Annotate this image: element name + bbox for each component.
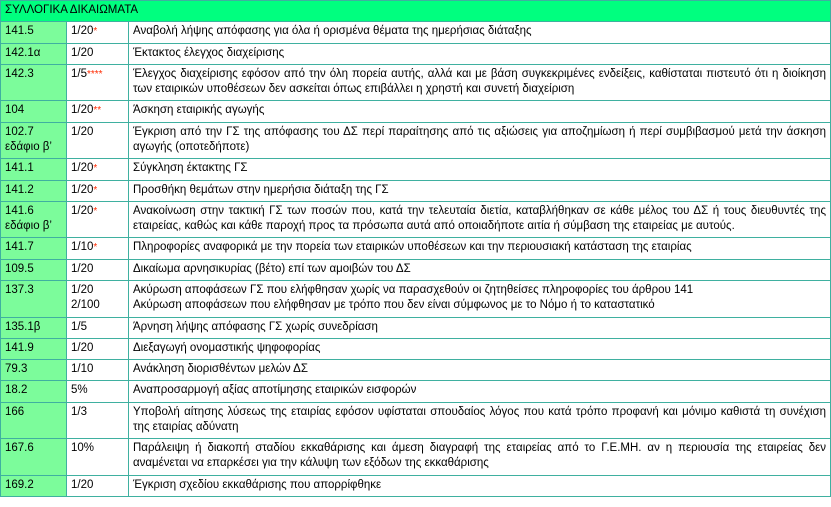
row-description: Έγκριση από την ΓΣ της απόφασης του ΔΣ περί παραίτησης από τις αξιώσεις για αποζημίωση ή περί συμβιβασμού μετά την άσκηση αγωγής (οποτεδήποτε) — [129, 122, 831, 159]
row-description: Έγκριση σχεδίου εκκαθάρισης που απορρίφθηκε — [129, 475, 831, 496]
table-row — [1, 101, 831, 122]
row-article: 142.1α — [1, 43, 67, 64]
percent-value: 10% — [71, 442, 95, 455]
table-row — [1, 280, 831, 317]
row-percent — [67, 64, 129, 101]
row-description: Αναπροσαρμογή αξίας αποτίμησης εταιρικών εισφορών — [129, 381, 831, 402]
row-percent — [67, 381, 129, 402]
percent-value-secondary: 2/100 — [71, 299, 100, 312]
percent-footnote: ** — [93, 105, 102, 117]
row-description: Δικαίωμα αρνησικυρίας (βέτο) επί των αμοιβών του ΔΣ — [129, 259, 831, 280]
percent-value: 1/10 — [71, 363, 94, 376]
percent-value: 1/20 — [71, 204, 94, 217]
percent-footnote: * — [93, 26, 98, 38]
row-percent — [67, 180, 129, 201]
table-title-row — [1, 1, 831, 22]
row-article: 169.2 — [1, 475, 67, 496]
table-row — [1, 201, 831, 238]
row-description: Ανακοίνωση στην τακτική ΓΣ των ποσών που, κατά την τελευταία διετία, καταβλήθηκαν σε κάθε μέλος του ΔΣ ή τους διευθυντές της εταιρείας, καθώς και κάθε παροχή προς τα πρόσωπα αυτά από οποιαδήποτε αιτία ή σύμβαση της εταιρείας με αυτούς. — [129, 201, 831, 238]
percent-footnote: * — [93, 205, 98, 217]
percent-value: 1/20 — [71, 183, 94, 196]
row-percent — [67, 238, 129, 259]
percent-value: 1/20 — [71, 25, 94, 38]
table-row — [1, 43, 831, 64]
row-article: 141.7 — [1, 238, 67, 259]
table-row — [1, 439, 831, 476]
percent-value: 1/20 — [71, 125, 94, 138]
percent-value: 5% — [71, 384, 88, 397]
row-percent — [67, 43, 129, 64]
table-row — [1, 402, 831, 439]
table-row — [1, 259, 831, 280]
row-percent — [67, 402, 129, 439]
row-article: 102.7 εδάφιο β’ — [1, 122, 67, 159]
row-article: 18.2 — [1, 381, 67, 402]
table-row — [1, 317, 831, 338]
row-article: 135.1β — [1, 317, 67, 338]
row-description: Παράλειψη ή διακοπή σταδίου εκκαθάρισης και άμεση διαγραφή της εταιρείας από το Γ.Ε.ΜΗ. αν η περιουσία της εταιρείας δεν αναμένεται να επαρκέσει για την κάλυψη των εξόδων της εκκαθάρισης — [129, 439, 831, 476]
row-article: 141.2 — [1, 180, 67, 201]
row-percent — [67, 259, 129, 280]
row-percent — [67, 122, 129, 159]
percent-value: 1/20 — [71, 283, 94, 296]
row-article: 166 — [1, 402, 67, 439]
row-percent — [67, 360, 129, 381]
row-description: Υποβολή αίτησης λύσεως της εταιρίας εφόσον υφίσταται σπουδαίος λόγος που κατά τρόπο προφανή και μόνιμο καθιστά τη συνέχιση της εταιρίας αδύνατη — [129, 402, 831, 439]
row-percent — [67, 201, 129, 238]
row-article: 104 — [1, 101, 67, 122]
percent-value: 1/20 — [71, 104, 94, 117]
percent-footnote: * — [93, 163, 98, 175]
table-row — [1, 159, 831, 180]
row-description: Άσκηση εταιρικής αγωγής — [129, 101, 831, 122]
row-percent — [67, 475, 129, 496]
table-row — [1, 238, 831, 259]
table-row — [1, 381, 831, 402]
percent-value: 1/10 — [71, 241, 94, 254]
row-description-line-2: Ακύρωση αποφάσεων που ελήφθησαν με τρόπο που δεν είναι σύμφωνος με το Νόμο ή το καταστατικό — [133, 299, 655, 312]
table-title: ΣΥΛΛΟΓΙΚΑ ΔΙΚΑΙΩΜΑΤΑ — [1, 1, 831, 22]
row-percent — [67, 101, 129, 122]
row-article: 141.1 — [1, 159, 67, 180]
table-row — [1, 360, 831, 381]
table-row — [1, 22, 831, 43]
row-article: 109.5 — [1, 259, 67, 280]
row-article: 141.6 εδάφιο β’ — [1, 201, 67, 238]
row-description: Προσθήκη θεμάτων στην ημερήσια διάταξη της ΓΣ — [129, 180, 831, 201]
table-row — [1, 475, 831, 496]
row-description: Άρνηση λήψης απόφασης ΓΣ χωρίς συνεδρίαση — [129, 317, 831, 338]
row-article: 141.5 — [1, 22, 67, 43]
table-row — [1, 122, 831, 159]
percent-value: 1/3 — [71, 405, 87, 418]
row-description: Αναβολή λήψης απόφασης για όλα ή ορισμένα θέματα της ημερήσιας διάταξης — [129, 22, 831, 43]
percent-value: 1/20 — [71, 162, 94, 175]
percent-footnote: * — [93, 242, 98, 254]
percent-footnote: * — [93, 184, 98, 196]
percent-value: 1/20 — [71, 341, 94, 354]
percent-value: 1/20 — [71, 46, 94, 59]
row-description: Σύγκληση έκτακτης ΓΣ — [129, 159, 831, 180]
row-description — [129, 280, 831, 317]
percent-value: 1/20 — [71, 478, 94, 491]
table-row — [1, 64, 831, 101]
row-description: Έλεγχος διαχείρισης εφόσον από την όλη πορεία αυτής, αλλά και με βάση συγκεκριμένες ενδείξεις, καθίσταται πιστευτό ότι η διοίκηση των εταιρικών υποθέσεων δεν ασκείται όπως επιβάλλει η χρηστή και συνετή διαχείριση — [129, 64, 831, 101]
row-article: 142.3 — [1, 64, 67, 101]
row-percent — [67, 159, 129, 180]
row-article: 167.6 — [1, 439, 67, 476]
row-percent — [67, 317, 129, 338]
percent-value: 1/5 — [71, 320, 87, 333]
table-row — [1, 180, 831, 201]
row-article: 79.3 — [1, 360, 67, 381]
percent-value: 1/20 — [71, 262, 94, 275]
row-description: Διεξαγωγή ονομαστικής ψηφοφορίας — [129, 338, 831, 359]
row-description: Έκτακτος έλεγχος διαχείρισης — [129, 43, 831, 64]
table-row — [1, 338, 831, 359]
row-article: 137.3 — [1, 280, 67, 317]
row-article: 141.9 — [1, 338, 67, 359]
percent-footnote: **** — [87, 68, 103, 80]
row-description-line-1: Ακύρωση αποφάσεων ΓΣ που ελήφθησαν χωρίς να παρασχεθούν οι ζητηθείσες πληροφορίες του άρθρου 141 — [133, 283, 694, 296]
row-percent — [67, 439, 129, 476]
row-description: Πληροφορίες αναφορικά με την πορεία των εταιρικών υποθέσεων και την περιουσιακή κατάσταση της εταιρίας — [129, 238, 831, 259]
row-description: Ανάκληση διορισθέντων μελών ΔΣ — [129, 360, 831, 381]
row-percent — [67, 280, 129, 317]
row-percent — [67, 22, 129, 43]
percent-value: 1/5 — [71, 67, 87, 80]
row-percent — [67, 338, 129, 359]
